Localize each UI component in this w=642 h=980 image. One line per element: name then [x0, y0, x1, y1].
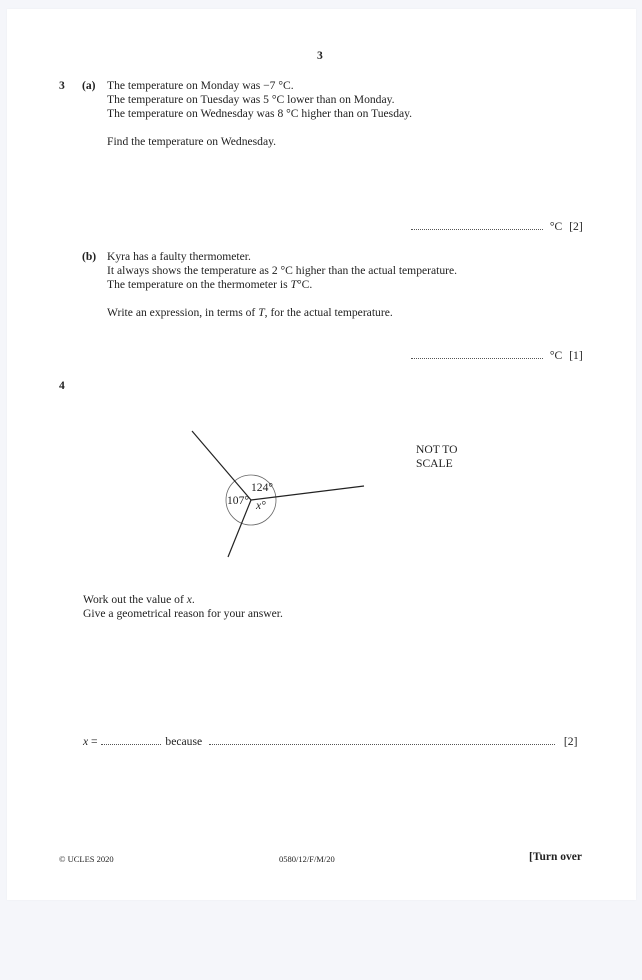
equals-sign: = — [88, 735, 101, 748]
q3b-unit: °C — [549, 349, 563, 362]
exam-page — [7, 9, 636, 900]
q3b-instruction-text-end: , for the actual temperature. — [264, 306, 393, 319]
q4-marks: [2] — [563, 735, 578, 748]
q3a-line-1: The temperature on Monday was −7 °C. — [107, 79, 294, 92]
q3a-unit: °C — [549, 220, 563, 233]
line-upper-left — [192, 431, 251, 500]
q3b-marks: [1] — [569, 349, 583, 362]
q3a-line-2: The temperature on Tuesday was 5 °C lower than on Monday. — [107, 93, 395, 106]
footer-turn-over: [Turn over — [529, 851, 582, 863]
question-3-number: 3 — [59, 79, 65, 92]
q4-instruction-1-text: Work out the value of — [83, 593, 187, 606]
q4-reason-field[interactable] — [209, 735, 555, 745]
q3b-line-3-text: The temperature on the thermometer is — [107, 278, 291, 291]
q3a-marks: [2] — [569, 220, 583, 233]
footer-copyright: © UCLES 2020 — [59, 854, 114, 864]
angles-diagram — [7, 9, 636, 900]
q3a-line-3: The temperature on Wednesday was 8 °C higher than on Tuesday. — [107, 107, 413, 120]
not-to-scale-line-1: NOT TO — [416, 443, 458, 456]
footer-paper-code: 0580/12/F/M/20 — [279, 854, 335, 864]
q3b-line-1: Kyra has a faulty thermometer. — [107, 250, 251, 263]
q4-instruction-2: Give a geometrical reason for your answer. — [83, 607, 283, 620]
question-4-number: 4 — [59, 379, 65, 392]
variable-x: x — [186, 593, 192, 606]
angle-label-124: 124° — [251, 481, 274, 494]
because-label: because — [165, 735, 203, 748]
page-number: 3 — [317, 49, 323, 62]
q3b-label: (b) — [82, 250, 97, 263]
q3a-label: (a) — [82, 79, 96, 92]
line-lower-left — [228, 500, 251, 557]
variable-x: x — [83, 735, 89, 748]
variable-T: T — [258, 306, 265, 319]
q4-answer-line[interactable] — [83, 735, 577, 750]
q4-instruction-1 — [83, 593, 195, 608]
q3b-line-3-unit: °C. — [296, 278, 313, 291]
not-to-scale-line-2: SCALE — [416, 457, 453, 470]
q4-instruction-1-end: . — [191, 593, 195, 606]
variable-T: T — [290, 278, 297, 291]
q3a-instruction: Find the temperature on Wednesday. — [107, 135, 277, 148]
q3b-line-2: It always shows the temperature as 2 °C higher than the actual temperature. — [107, 264, 458, 277]
angle-label-x: x° — [256, 499, 266, 512]
q4-value-field[interactable] — [101, 735, 161, 745]
angle-label-107: 107° — [227, 494, 250, 507]
q3b-instruction-text: Write an expression, in terms of — [107, 306, 259, 319]
